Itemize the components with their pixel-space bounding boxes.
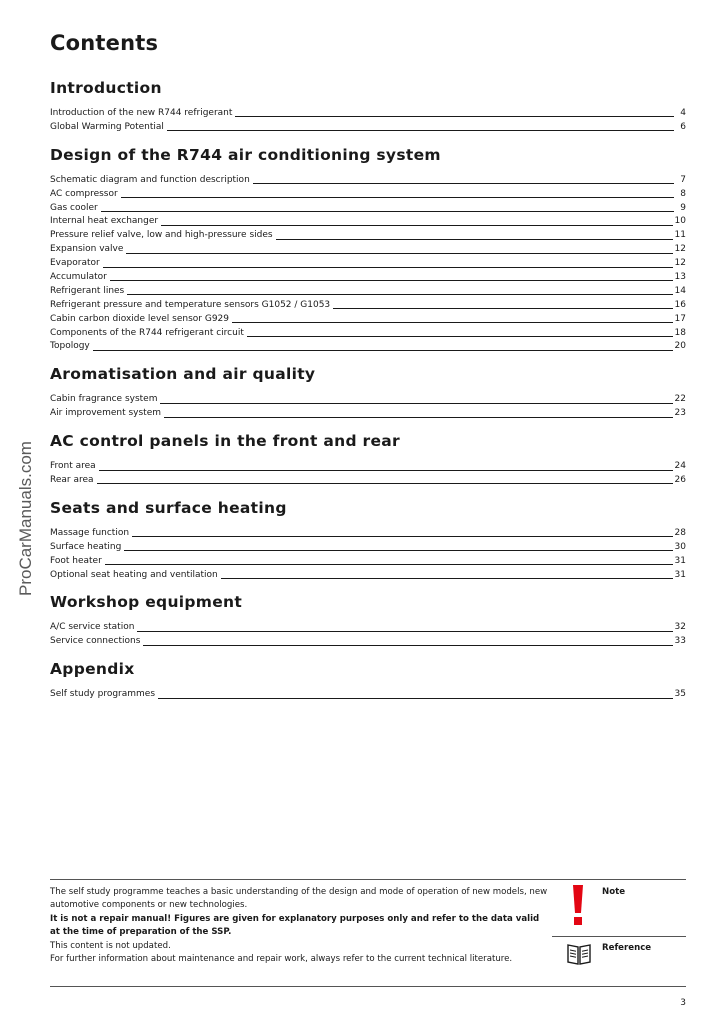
toc-entry-page: 30 [674, 541, 686, 552]
toc-entry-page: 33 [674, 636, 686, 647]
toc-entry-label: Service connections [50, 636, 141, 647]
toc-entry-label: Accumulator [50, 272, 107, 283]
toc-leader-line [164, 417, 673, 418]
toc-leader-line [161, 225, 672, 226]
toc-leader-line [221, 578, 673, 579]
toc-entry-label: Global Warming Potential [50, 121, 164, 132]
table-of-contents [50, 78, 686, 712]
toc-entry-label: Front area [50, 461, 96, 472]
footer-line-2: It is not a repair manual! Figures are given for explanatory purposes only and refer to the data valid at the time of preparation of the SSP. [50, 913, 540, 938]
footer-divider-top [50, 879, 686, 880]
section-heading: Design of the R744 air conditioning system [50, 145, 441, 164]
section-heading: Seats and surface heating [50, 498, 287, 517]
page-title: Contents [50, 31, 159, 55]
toc-leader-line [276, 239, 673, 240]
toc-leader-line [103, 267, 673, 268]
toc-entry-page: 24 [674, 461, 686, 472]
section-heading: AC control panels in the front and rear [50, 432, 401, 451]
toc-leader-line [99, 470, 673, 471]
section-heading: Appendix [50, 660, 135, 679]
toc-entry-label: Topology [50, 341, 90, 352]
toc-entry[interactable] [50, 541, 686, 555]
toc-leader-line [247, 336, 673, 337]
toc-entry-label: Cabin fragrance system [50, 394, 158, 405]
section-entries [50, 688, 686, 702]
toc-entry-page: 20 [674, 341, 686, 352]
toc-entry-page: 6 [680, 121, 686, 132]
toc-leader-line [232, 322, 673, 323]
toc-entry-label: Refrigerant pressure and temperature sensors G1052 / G1053 [50, 299, 331, 310]
toc-entry-page: 17 [674, 313, 686, 324]
toc-entry-page: 32 [674, 622, 686, 633]
toc-leader-line [97, 483, 673, 484]
toc-leader-line [167, 130, 674, 131]
toc-leader-line [158, 698, 673, 699]
footer-line-4: For further information about maintenance and repair work, always refer to the current technical literature. [50, 954, 513, 965]
toc-entry-page: 9 [680, 202, 686, 213]
toc-entry[interactable] [50, 407, 686, 421]
section-heading: Aromatisation and air quality [50, 365, 316, 384]
toc-entry-page: 4 [680, 108, 686, 118]
toc-entry-page: 11 [674, 230, 686, 241]
toc-entry[interactable] [50, 121, 686, 135]
toc-entry-page: 16 [674, 299, 686, 310]
toc-entry[interactable] [50, 393, 686, 407]
toc-entry[interactable] [50, 243, 686, 257]
section-heading: Introduction [50, 79, 162, 97]
toc-entry-label: AC compressor [50, 188, 118, 199]
footer-disclaimer [50, 886, 550, 966]
toc-entry-label: A/C service station [50, 622, 135, 633]
toc-entry[interactable] [50, 340, 686, 354]
toc-entry[interactable] [50, 299, 686, 313]
toc-entry-page: 13 [674, 272, 686, 283]
toc-entry-label: Pressure relief valve, low and high-pressure sides [50, 230, 273, 241]
page-number: 3 [680, 998, 686, 1008]
toc-entry-page: 8 [680, 188, 686, 199]
toc-entry-page: 7 [680, 174, 686, 185]
toc-entry-label: Internal heat exchanger [50, 216, 159, 227]
toc-entry-page: 35 [674, 689, 686, 700]
toc-leader-line [105, 564, 673, 565]
toc-entry-label: Components of the R744 refrigerant circuit [50, 327, 244, 338]
toc-entry-page: 12 [674, 258, 686, 269]
toc-leader-line [93, 350, 673, 351]
toc-entry-label: Refrigerant lines [50, 285, 125, 296]
toc-entry-label: Cabin carbon dioxide level sensor G929 [50, 313, 230, 324]
toc-entry-label: Optional seat heating and ventilation [50, 569, 218, 580]
toc-entry[interactable] [50, 107, 686, 121]
toc-entry-label: Schematic diagram and function description [50, 174, 250, 185]
toc-entry-page: 22 [674, 394, 686, 405]
section-heading: Workshop equipment [50, 593, 243, 612]
toc-entry-page: 26 [674, 475, 686, 486]
toc-leader-line [235, 116, 674, 117]
toc-entry[interactable] [50, 474, 686, 488]
toc-entry[interactable] [50, 202, 686, 216]
toc-entry[interactable] [50, 215, 686, 229]
toc-leader-line [101, 211, 674, 212]
toc-leader-line [160, 403, 672, 404]
section-entries [50, 107, 686, 135]
toc-entry[interactable] [50, 621, 686, 635]
toc-entry-page: 31 [674, 569, 686, 580]
toc-entry-label: Surface heating [50, 541, 122, 552]
toc-entry-label: Air improvement system [50, 408, 162, 419]
toc-entry[interactable] [50, 527, 686, 541]
toc-entry[interactable] [50, 188, 686, 202]
book-reference-icon [566, 942, 592, 966]
toc-leader-line [126, 253, 672, 254]
toc-entry[interactable] [50, 327, 686, 341]
footer-line-1: The self study programme teaches a basic understanding of the design and mode of operation of new models, new automotive components or new technologies. [50, 887, 548, 911]
footer-line-3: This content is not updated. [50, 940, 171, 951]
exclamation-icon [569, 884, 587, 926]
note-reference-divider [552, 936, 686, 937]
toc-entry[interactable] [50, 257, 686, 271]
toc-leader-line [253, 183, 674, 184]
toc-entry-page: 12 [674, 244, 686, 255]
toc-entry[interactable] [50, 555, 686, 569]
section-entries [50, 393, 686, 421]
toc-entry[interactable] [50, 569, 686, 583]
toc-entry-label: Foot heater [50, 555, 102, 566]
toc-entry-label: Evaporator [50, 258, 100, 269]
section-entries [50, 460, 686, 488]
toc-entry[interactable] [50, 460, 686, 474]
toc-entry-label: Massage function [50, 527, 130, 538]
toc-entry[interactable] [50, 313, 686, 327]
toc-entry-label: Self study programmes [50, 689, 156, 700]
toc-entry-label: Rear area [50, 475, 94, 486]
toc-entry[interactable] [50, 688, 686, 702]
toc-leader-line [137, 631, 672, 632]
toc-entry-label: Introduction of the new R744 refrigerant [50, 108, 233, 118]
toc-entry[interactable] [50, 174, 686, 188]
toc-entry[interactable] [50, 635, 686, 649]
toc-entry-page: 23 [674, 408, 686, 419]
toc-leader-line [127, 294, 672, 295]
toc-entry-page: 18 [674, 327, 686, 338]
watermark: ProCarManuals.com [16, 441, 35, 596]
toc-entry-page: 31 [674, 555, 686, 566]
reference-label: Reference [602, 943, 652, 953]
section-entries [50, 621, 686, 649]
toc-entry[interactable] [50, 285, 686, 299]
toc-leader-line [110, 280, 673, 281]
note-label: Note [602, 887, 626, 897]
toc-entry[interactable] [50, 229, 686, 243]
section-entries [50, 174, 686, 355]
toc-entry-label: Gas cooler [50, 202, 98, 213]
toc-leader-line [143, 645, 672, 646]
section-entries [50, 527, 686, 583]
footer-divider-bottom [50, 986, 686, 987]
toc-entry-page: 10 [674, 216, 686, 227]
toc-entry-label: Expansion valve [50, 244, 124, 255]
toc-leader-line [132, 536, 672, 537]
toc-entry[interactable] [50, 271, 686, 285]
toc-leader-line [124, 550, 672, 551]
toc-leader-line [333, 308, 672, 309]
toc-entry-page: 14 [674, 285, 686, 296]
toc-leader-line [121, 197, 674, 198]
toc-entry-page: 28 [674, 527, 686, 538]
